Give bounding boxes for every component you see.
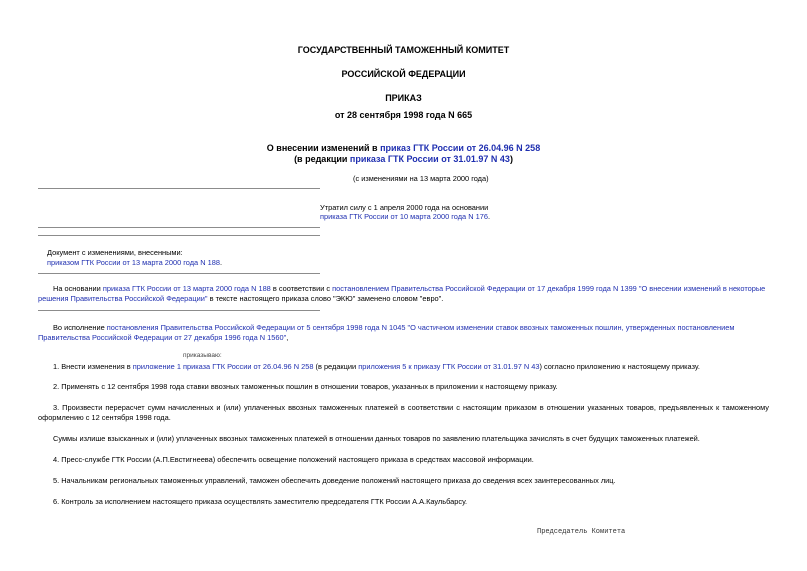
item-2: 2. Применять с 12 сентября 1998 года ставки ввозных таможенных пошлин в отношении товаров, указанных в приложении к настоящему приказу. [53, 382, 558, 391]
item1-text: 1. Внести изменения в [53, 362, 133, 371]
subject-link-43[interactable]: приказа ГТК России от 31.01.97 N 43 [349, 154, 510, 164]
subject-link-258[interactable]: приказ ГТК России от 26.04.96 N 258 [380, 143, 541, 153]
execution-paragraph [38, 323, 769, 342]
item-6: 6. Контроль за исполнением настоящего приказа осуществлять заместителю председателя ГТК России А.А.Каульбарсу. [53, 497, 468, 506]
item-1 [38, 362, 769, 372]
org-title: ГОСУДАРСТВЕННЫЙ ТАМОЖЕННЫЙ КОМИТЕТ [297, 45, 510, 55]
basis-link-order-188[interactable]: приказа ГТК России от 13 марта 2000 года N 188 [102, 284, 271, 293]
subject-close: ) [509, 154, 513, 164]
lost-force-text: Утратил силу с 1 апреля 2000 года на основании [320, 203, 489, 212]
exec-text: Во исполнение [53, 323, 107, 332]
amend-doc-text: Документ с изменениями, внесенными: [47, 248, 183, 257]
item1-text: (в редакции [313, 362, 359, 371]
item-3-cont: Суммы излише взысканных и (или) уплаченных ввозных таможенных платежей в отношении данных товаров по заявлению плательщика зачислять в счет будущих таможенных платежей. [53, 434, 700, 443]
orders-word: приказываю: [183, 352, 222, 359]
doc-date: от 28 сентября 1998 года N 665 [334, 110, 473, 120]
basis-link-resolution-1399[interactable]: постановлением Правительства Российской Федерации от 17 декабря 1999 года N 1399 "О внесении изменений в некоторые решения Правительства Российской Федерации" [38, 284, 766, 303]
org-country: РОССИЙСКОЙ ФЕДЕРАЦИИ [341, 69, 466, 79]
amend-doc-end: . [219, 258, 223, 267]
lost-force-line2 [320, 212, 490, 221]
amend-doc-link[interactable]: приказом ГТК России от 13 марта 2000 года N 188 [47, 258, 220, 267]
divider [38, 273, 320, 274]
doc-type: ПРИКАЗ [385, 93, 422, 103]
item-4: 4. Пресс-службе ГТК России (А.П.Евстигнеева) обеспечить освещение положений настоящего приказа в средствах массовой информации. [53, 455, 534, 464]
basis-text: На основании [53, 284, 103, 293]
changes-note: (с изменениями на 13 марта 2000 года) [353, 174, 489, 183]
lost-force-link[interactable]: приказа ГТК России от 10 марта 2000 года N 176 [320, 212, 488, 221]
lost-force-end: . [487, 212, 491, 221]
doc-subject-line1 [0, 143, 807, 154]
divider [38, 235, 320, 236]
divider [38, 227, 320, 228]
basis-text: в соответствии с [270, 284, 333, 293]
item1-link-annex5[interactable]: приложения 5 к приказу ГТК России от 31.01.97 N 43 [358, 362, 540, 371]
basis-text: в тексте настоящего приказа слово "ЭКЮ" заменено словом "евро". [207, 293, 444, 303]
item1-text: ) согласно приложению к настоящему приказу. [539, 362, 700, 371]
item1-link-annex1[interactable]: приложение 1 приказа ГТК России от 26.04.96 N 258 [132, 362, 314, 371]
subject-open: (в редакции [294, 154, 350, 164]
exec-link-resolution-1045[interactable]: постановления Правительства Российской Федерации от 5 сентября 1998 года N 1045 "О частичном изменении ставок ввозных таможенных пошлин, утвержденных постановлением Правительства Российской Федерации от 27 декабря 1996 года N 1560" [38, 323, 735, 342]
exec-text: , [286, 332, 289, 342]
item-3: 3. Произвести перерасчет сумм начисленных и (или) уплаченных ввозных таможенных платежей в соответствии с настоящим приказом в отношении указанных товаров, предъявленных к таможенному оформлению с 12 сентября 1998 года. [38, 403, 769, 422]
subject-prefix: О внесении изменений в [266, 143, 381, 153]
item-5: 5. Начальникам региональных таможенных управлений, таможен обеспечить доведение положений настоящего приказа до сведения всех заинтересованных лиц. [53, 476, 616, 485]
amend-doc-line2 [47, 258, 222, 267]
signature-title: Председатель Комитета [537, 528, 626, 536]
divider [38, 188, 320, 189]
basis-paragraph [38, 284, 769, 303]
divider [38, 310, 320, 311]
doc-subject-line2 [0, 154, 807, 165]
